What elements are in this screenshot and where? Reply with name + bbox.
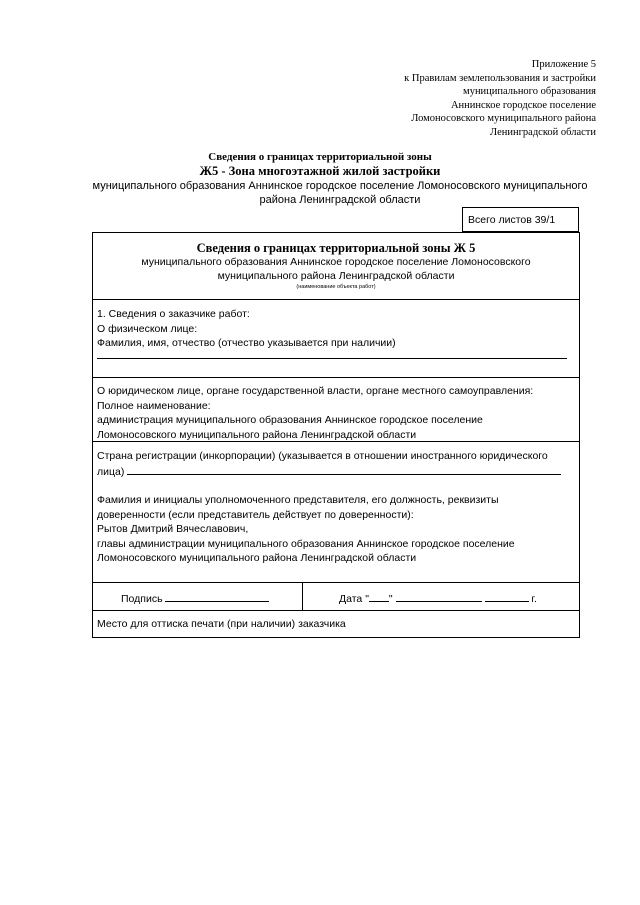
fullname-field[interactable]	[97, 351, 567, 359]
representative-label: доверенности (если представитель действует по доверенности):	[97, 508, 414, 521]
date-cell	[303, 583, 537, 610]
customer-heading: 1. Сведения о заказчике работ:	[97, 308, 250, 320]
page-subtitle	[80, 179, 600, 207]
representative-position: Ломоносовского муниципального района Ленинградской области	[97, 552, 417, 564]
representative-position: главы администрации муниципального образования Аннинское городское поселение	[97, 537, 515, 550]
representative-label: Фамилия и инициалы уполномоченного представителя, его должность, реквизиты	[97, 494, 499, 506]
country-field[interactable]	[127, 464, 561, 475]
fullname-label: Фамилия, имя, отчество (отчество указывается при наличии)	[97, 337, 396, 349]
form-header	[93, 233, 579, 300]
entity-name-value: администрация муниципального образования Аннинское городское поселение	[97, 414, 483, 426]
info-form	[92, 232, 580, 638]
individual-label: О физическом лице:	[97, 322, 198, 335]
country-label-cont	[97, 464, 579, 480]
form-title: Сведения о границах территориальной зоны Ж 5	[196, 241, 476, 255]
full-name-label: Полное наименование:	[97, 399, 211, 412]
appendix-line: Ленинградской области	[490, 126, 596, 138]
sheet-count: Всего листов 39/1	[462, 207, 579, 232]
date-label: Дата	[339, 593, 363, 605]
legal-entity-label: О юридическом лице, органе государственной власти, органе местного самоуправления:	[97, 385, 534, 397]
appendix-line: Приложение 5	[531, 59, 596, 70]
day-field[interactable]	[369, 591, 389, 602]
country-label: Страна регистрации (инкорпорации) (указывается в отношении иностранного юридического	[97, 450, 548, 462]
signature-field[interactable]	[165, 591, 269, 602]
registration-section	[93, 442, 579, 583]
form-object-line: муниципального образования Аннинское городское поселение Ломоносовского	[141, 256, 531, 268]
form-object-line: муниципального района Ленинградской области	[217, 270, 455, 282]
signature-cell	[93, 583, 303, 610]
year-suffix: г.	[531, 593, 537, 605]
year-field[interactable]	[485, 591, 529, 602]
entity-name-value: Ломоносовского муниципального района Ленинградской области	[97, 428, 417, 441]
page-title: Сведения о границах территориальной зоны	[208, 151, 432, 163]
country-label-end: лица)	[97, 465, 125, 478]
form-object-note: (наименование объекта работ)	[296, 284, 376, 290]
appendix-line: муниципального образования	[463, 86, 596, 98]
zone-title: Ж5 - Зона многоэтажной жилой застройки	[199, 164, 441, 178]
appendix-line: Ломоносовского муниципального района	[411, 113, 596, 125]
quote-close: "	[388, 593, 393, 605]
signature-row	[93, 583, 579, 611]
stamp-section: Место для оттиска печати (при наличии) заказчика	[97, 618, 346, 630]
subtitle-line: района Ленинградской области	[259, 194, 421, 206]
customer-section	[93, 300, 579, 378]
quote-open: "	[365, 593, 369, 605]
subtitle-line: муниципального образования Аннинское городское поселение Ломоносовского муниципального	[92, 180, 588, 192]
appendix-line: к Правилам землепользования и застройки	[404, 72, 596, 84]
legal-entity-section	[93, 378, 579, 442]
representative-name: Рытов Дмитрий Вячеславович,	[97, 523, 249, 535]
appendix-line: Аннинское городское поселение	[450, 99, 596, 111]
month-field[interactable]	[396, 591, 482, 602]
appendix-header	[404, 58, 596, 140]
signature-label: Подпись	[121, 593, 163, 605]
